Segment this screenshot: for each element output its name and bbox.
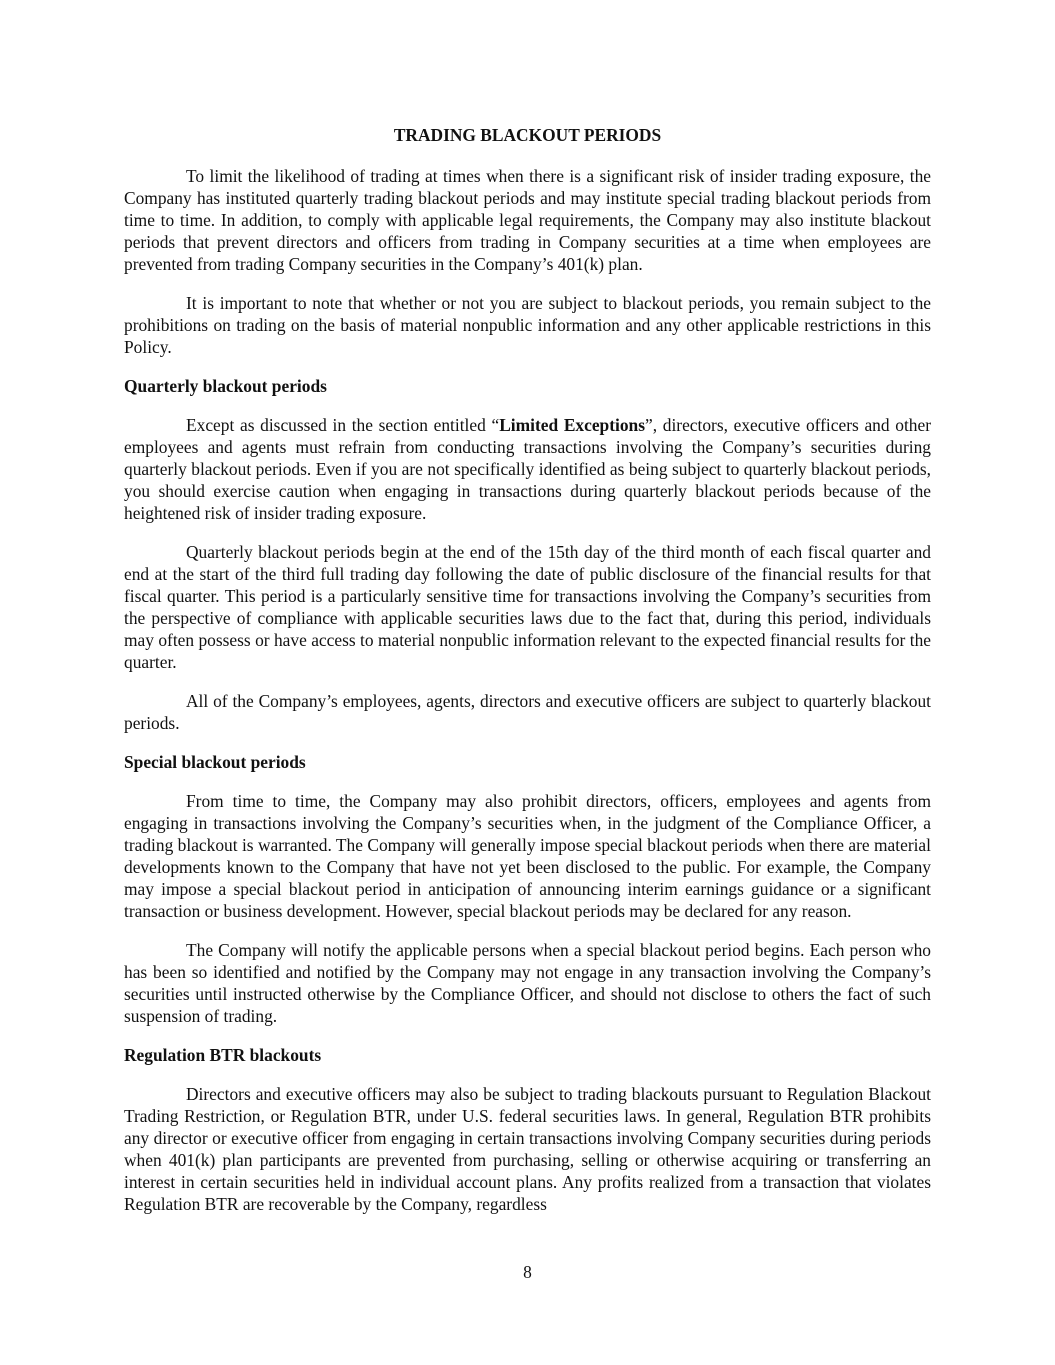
special-heading: Special blackout periods [124, 752, 306, 772]
special-paragraph-2: The Company will notify the applicable persons when a special blackout period begins. Each person who has been so identified and notified by the Company may not engage in any transaction involving the Company’s securities until instructed otherwise by the Compliance Officer, and should not disclose to others the fact of such suspension of trading. [124, 940, 931, 1026]
quarterly-paragraph-3: All of the Company’s employees, agents, directors and executive officers are subject to quarterly blackout periods. [124, 691, 931, 733]
page-number: 8 [523, 1262, 532, 1282]
btr-heading: Regulation BTR blackouts [124, 1045, 322, 1065]
document-page [124, 124, 931, 1232]
quarterly-paragraph-1 [124, 414, 931, 524]
btr-paragraph-1: Directors and executive officers may also be subject to trading blackouts pursuant to Regulation Blackout Trading Restriction, or Regulation BTR, under U.S. federal securities laws. In general, Regulation BTR prohibits any director or executive officer from engaging in certain transactions involving Company securities during periods when 401(k) plan participants are prevented from purchasing, selling or otherwise acquiring or transferring an interest in certain securities held in individual account plans. Any profits realized from a transaction that violates Regulation BTR are recoverable by the Company, regardless [124, 1084, 931, 1214]
quarterly-p1-text: Except as discussed in the section entitled “ [186, 415, 500, 435]
section-title: TRADING BLACKOUT PERIODS [393, 125, 662, 145]
intro-paragraph-2: It is important to note that whether or not you are subject to blackout periods, you remain subject to the prohibitions on trading on the basis of material nonpublic information and any other applicable restrictions in this Policy. [124, 293, 931, 357]
quarterly-paragraph-2: Quarterly blackout periods begin at the end of the 15th day of the third month of each fiscal quarter and end at the start of the third full trading day following the date of public disclosure of the financial results for that fiscal quarter. This period is a particularly sensitive time for transactions involving the Company’s securities from the perspective of compliance with applicable securities laws due to the fact that, during this period, individuals may often possess or have access to material nonpublic information relevant to the expected financial results for the quarter. [124, 542, 931, 672]
quarterly-p1-text-cont: ”, directors, executive officers and other employees and agents must refrain from conducting transactions involving the Company’s securities during quarterly blackout periods. Even if you are not specifically identified as being subject to quarterly blackout periods, you should exercise caution when engaging in transactions during quarterly blackout periods because of the heightened risk of insider trading exposure. [124, 415, 931, 523]
special-paragraph-1: From time to time, the Company may also prohibit directors, officers, employees and agents from engaging in transactions involving the Company’s securities when, in the judgment of the Compliance Officer, a trading blackout is warranted. The Company will generally impose special blackout periods when there are material developments known to the Company that have not yet been disclosed to the public. For example, the Company may impose a special blackout period in anticipation of announcing interim earnings guidance or a significant transaction or business development. However, special blackout periods may be declared for any reason. [124, 791, 931, 921]
limited-exceptions-reference: Limited Exceptions [499, 415, 645, 435]
quarterly-heading: Quarterly blackout periods [124, 376, 327, 396]
intro-paragraph-1: To limit the likelihood of trading at times when there is a significant risk of insider trading exposure, the Company has instituted quarterly trading blackout periods and may institute special trading blackout periods from time to time. In addition, to comply with applicable legal requirements, the Company may also institute blackout periods that prevent directors and officers from trading in Company securities at a time when employees are prevented from trading Company securities in the Company’s 401(k) plan. [124, 166, 931, 274]
